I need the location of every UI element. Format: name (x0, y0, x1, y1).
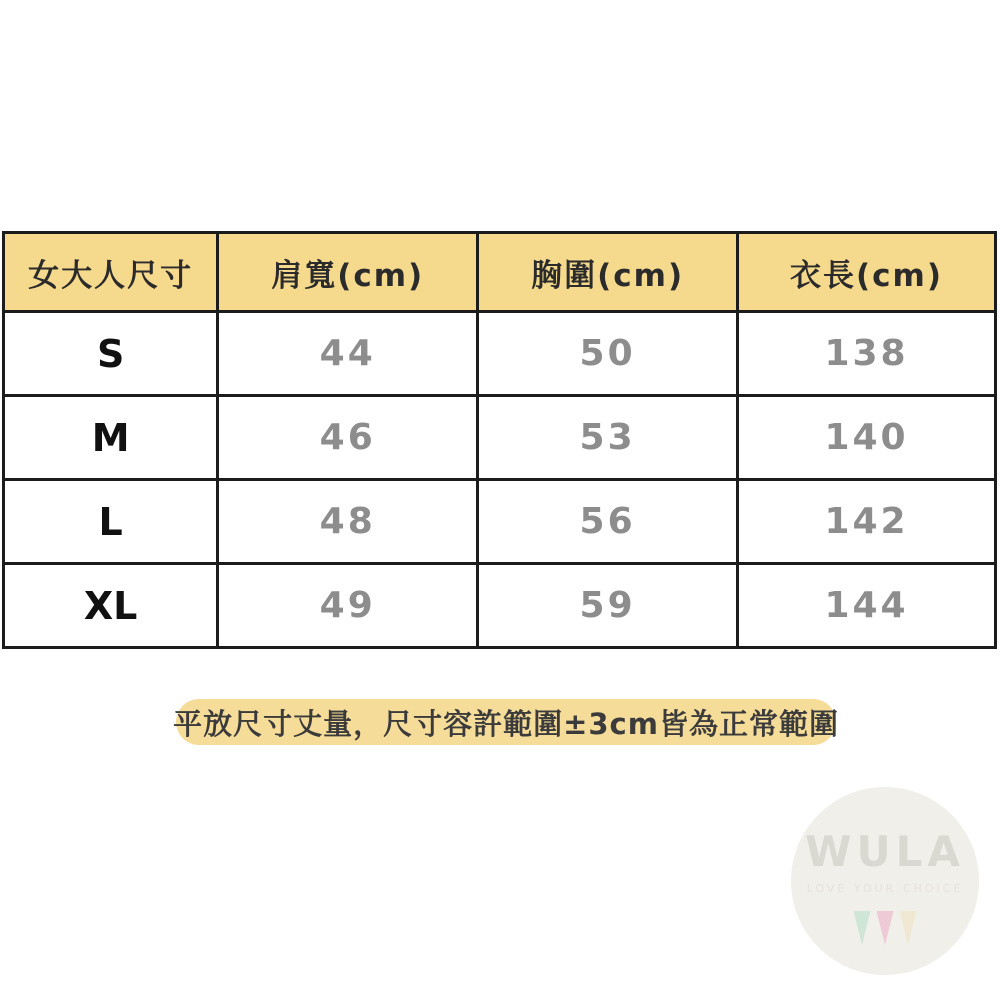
measurement-tolerance-note (173, 699, 839, 745)
chest-value-l: 56 (478, 480, 738, 564)
column-header-shoulder-width: 肩寬(cm) (218, 233, 478, 312)
brand-tagline-text: LOVE YOUR CHOICE (806, 882, 964, 895)
table-row-s (4, 312, 996, 396)
length-value-m: 140 (738, 396, 996, 480)
size-label-m: M (4, 396, 218, 480)
brand-watermark (791, 787, 979, 975)
shoulder-value-xl: 49 (218, 564, 478, 648)
column-header-garment-length: 衣長(cm) (738, 233, 996, 312)
size-chart-table (2, 231, 997, 649)
column-header-chest: 胸圍(cm) (478, 233, 738, 312)
size-label-l: L (4, 480, 218, 564)
size-label-xl: XL (4, 564, 218, 648)
brand-logo-text: WULA (805, 827, 965, 876)
chest-value-s: 50 (478, 312, 738, 396)
length-value-s: 138 (738, 312, 996, 396)
size-label-s: S (4, 312, 218, 396)
chest-value-m: 53 (478, 396, 738, 480)
cone-cream-icon (900, 911, 917, 945)
size-chart-header-row (4, 233, 996, 312)
chest-value-xl: 59 (478, 564, 738, 648)
measurement-tolerance-note-text: 平放尺寸丈量，尺寸容許範圍±3cm皆為正常範圍 (173, 706, 839, 741)
length-value-l: 142 (738, 480, 996, 564)
cone-pink-icon (877, 911, 894, 945)
shoulder-value-m: 46 (218, 396, 478, 480)
table-row-l (4, 480, 996, 564)
length-value-xl: 144 (738, 564, 996, 648)
table-row-xl (4, 564, 996, 648)
brand-logo-cones-icon (854, 911, 917, 945)
cone-green-icon (854, 911, 871, 945)
column-header-size-label: 女大人尺寸 (4, 233, 218, 312)
shoulder-value-s: 44 (218, 312, 478, 396)
shoulder-value-l: 48 (218, 480, 478, 564)
table-row-m (4, 396, 996, 480)
